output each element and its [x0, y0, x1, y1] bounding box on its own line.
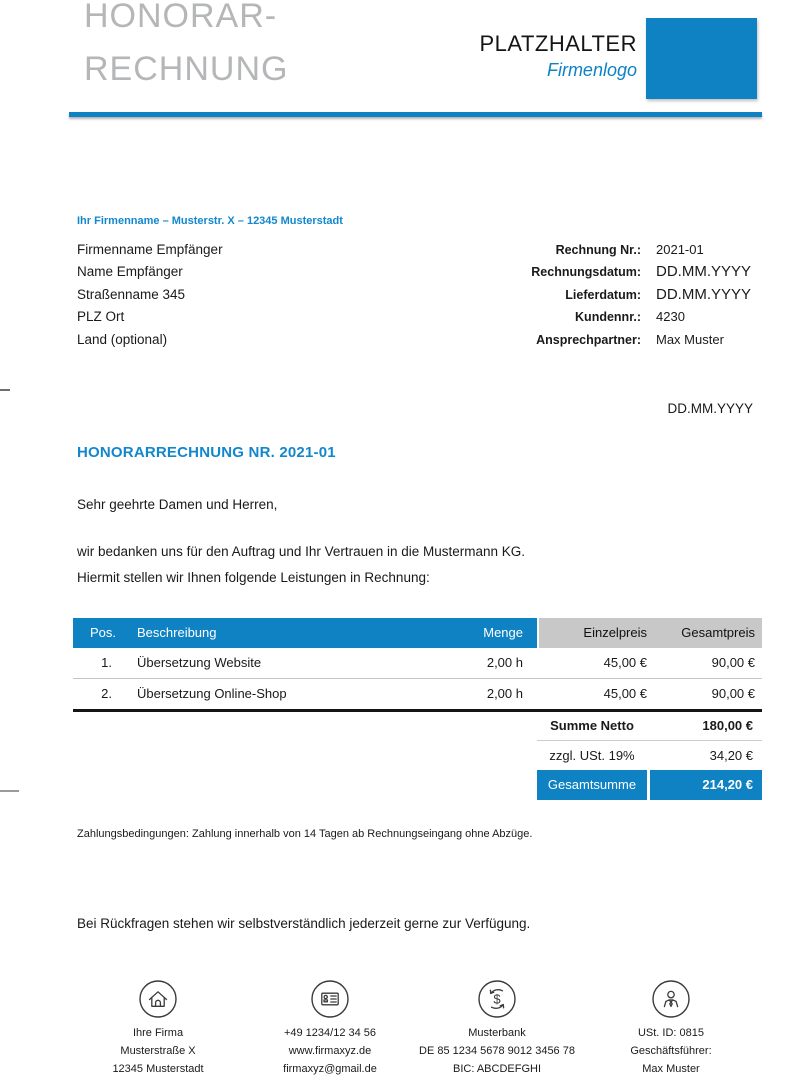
closing-line: Bei Rückfragen stehen wir selbstverständlich jederzeit gerne zur Verfügung. — [77, 916, 531, 931]
footer-line: 12345 Musterstadt — [112, 1063, 204, 1075]
cell-description: Übersetzung Online-Shop — [137, 686, 287, 701]
totals-value: 180,00 € — [702, 718, 753, 733]
recipient-address — [77, 239, 223, 351]
totals-row-grand — [537, 770, 762, 800]
recipient-name: Name Empfänger — [77, 264, 183, 280]
meta-label: Rechnungsdatum: — [531, 265, 641, 280]
footer-line: Ihre Firma — [132, 1027, 184, 1039]
column-header-quantity: Menge — [430, 618, 537, 648]
payment-terms: Zahlungsbedingungen: Zahlung innerhalb von 14 Tagen ab Rechnungseingang ohne Abzüge. — [77, 828, 533, 840]
watermark-title — [84, 0, 289, 88]
meta-label: Lieferdatum: — [565, 287, 641, 302]
totals-row-vat — [537, 741, 762, 770]
salutation: Sehr geehrte Damen und Herren, — [77, 497, 278, 512]
watermark-line-2: RECHNUNG — [84, 50, 289, 88]
money-transfer-icon — [477, 979, 517, 1019]
cell-total-price: 90,00 € — [711, 655, 755, 670]
meta-value: 2021-01 — [656, 242, 704, 257]
meta-row-customer-number — [420, 306, 762, 328]
meta-value: 4230 — [656, 309, 685, 325]
totals-value: 214,20 € — [650, 770, 762, 800]
table-header-row — [73, 618, 762, 648]
cell-unit-price: 45,00 € — [603, 655, 647, 670]
totals-section — [537, 711, 762, 800]
table-row — [73, 679, 762, 709]
footer-line: DE 85 1234 5678 9012 3456 78 — [419, 1045, 575, 1057]
footer-line: www.firmaxyz.de — [288, 1045, 372, 1057]
footer-line: Musterstraße X — [120, 1045, 196, 1057]
invoice-meta — [420, 239, 762, 351]
column-header-pos: Pos. — [73, 618, 119, 648]
logo-placeholder-box — [646, 18, 757, 99]
column-header-unit-price: Einzelpreis — [537, 618, 650, 648]
logo-subtitle: Firmenlogo — [546, 60, 637, 80]
header-divider — [69, 112, 762, 117]
meta-row-invoice-number — [420, 239, 762, 261]
meta-value: DD.MM.YYYY — [656, 263, 752, 281]
meta-label: Kundennr.: — [575, 310, 641, 325]
meta-value: Max Muster — [656, 331, 724, 347]
cell-pos: 2. — [101, 686, 112, 701]
footer-line: BIC: ABCDEFGHI — [452, 1063, 542, 1075]
contact-card-icon — [310, 979, 350, 1019]
meta-label: Rechnung Nr.: — [555, 243, 641, 257]
meta-label: Ansprechpartner: — [536, 332, 641, 347]
cell-quantity: 2,00 h — [486, 655, 523, 670]
totals-row-net — [537, 711, 762, 740]
meta-row-contact-person — [420, 329, 762, 351]
footer-line: Max Muster — [642, 1063, 700, 1075]
cell-unit-price: 45,00 € — [603, 686, 647, 701]
fold-mark-bottom — [0, 790, 19, 792]
totals-label: Gesamtsumme — [537, 770, 647, 800]
cell-total-price: 90,00 € — [711, 686, 755, 701]
footer-line: firmaxyz@gmail.de — [283, 1063, 377, 1075]
logo-name: PLATZHALTER — [479, 31, 637, 56]
cell-quantity: 2,00 h — [486, 686, 523, 701]
footer-text-block — [556, 1024, 786, 1078]
footer-line: +49 1234/12 34 56 — [283, 1027, 377, 1039]
cell-description: Übersetzung Website — [137, 655, 262, 670]
intro-line-1: wir bedanken uns für den Auftrag und Ihr Vertrauen in die Mustermann KG. — [77, 544, 526, 559]
dollar-glyph: $ — [493, 991, 501, 1007]
sender-line: Ihr Firmenname – Musterstr. X – 12345 Musterstadt — [77, 215, 343, 227]
totals-value: 34,20 € — [709, 748, 753, 763]
intro-line-2: Hiermit stellen wir Ihnen folgende Leistungen in Rechnung: — [77, 570, 430, 585]
recipient-company: Firmenname Empfänger — [77, 242, 223, 257]
watermark-line-1: HONORAR- — [84, 0, 278, 35]
recipient-street: Straßenname 345 — [77, 286, 186, 302]
person-icon — [651, 979, 691, 1019]
fold-mark-top — [0, 389, 10, 391]
footer-line: Musterbank — [468, 1027, 526, 1039]
column-header-total-price: Gesamtpreis — [650, 618, 762, 648]
house-icon — [138, 979, 178, 1019]
meta-row-delivery-date — [420, 284, 762, 306]
page-title: HONORARRECHNUNG NR. 2021-01 — [77, 444, 336, 461]
table-row — [73, 648, 762, 678]
cell-pos: 1. — [101, 655, 112, 670]
column-header-description: Beschreibung — [119, 618, 430, 648]
recipient-city: PLZ Ort — [77, 309, 125, 325]
company-logo — [480, 31, 638, 81]
footer-line: USt. ID: 0815 — [637, 1027, 705, 1039]
recipient-country: Land (optional) — [77, 331, 168, 347]
meta-value: DD.MM.YYYY — [656, 285, 752, 303]
totals-label: Summe Netto — [550, 718, 634, 733]
footer-line: Geschäftsführer: — [630, 1045, 712, 1057]
document-date: DD.MM.YYYY — [667, 401, 753, 416]
totals-label: zzgl. USt. 19% — [549, 748, 635, 763]
meta-row-invoice-date — [420, 261, 762, 283]
footer-column-legal — [556, 979, 786, 1078]
items-table — [73, 618, 762, 712]
